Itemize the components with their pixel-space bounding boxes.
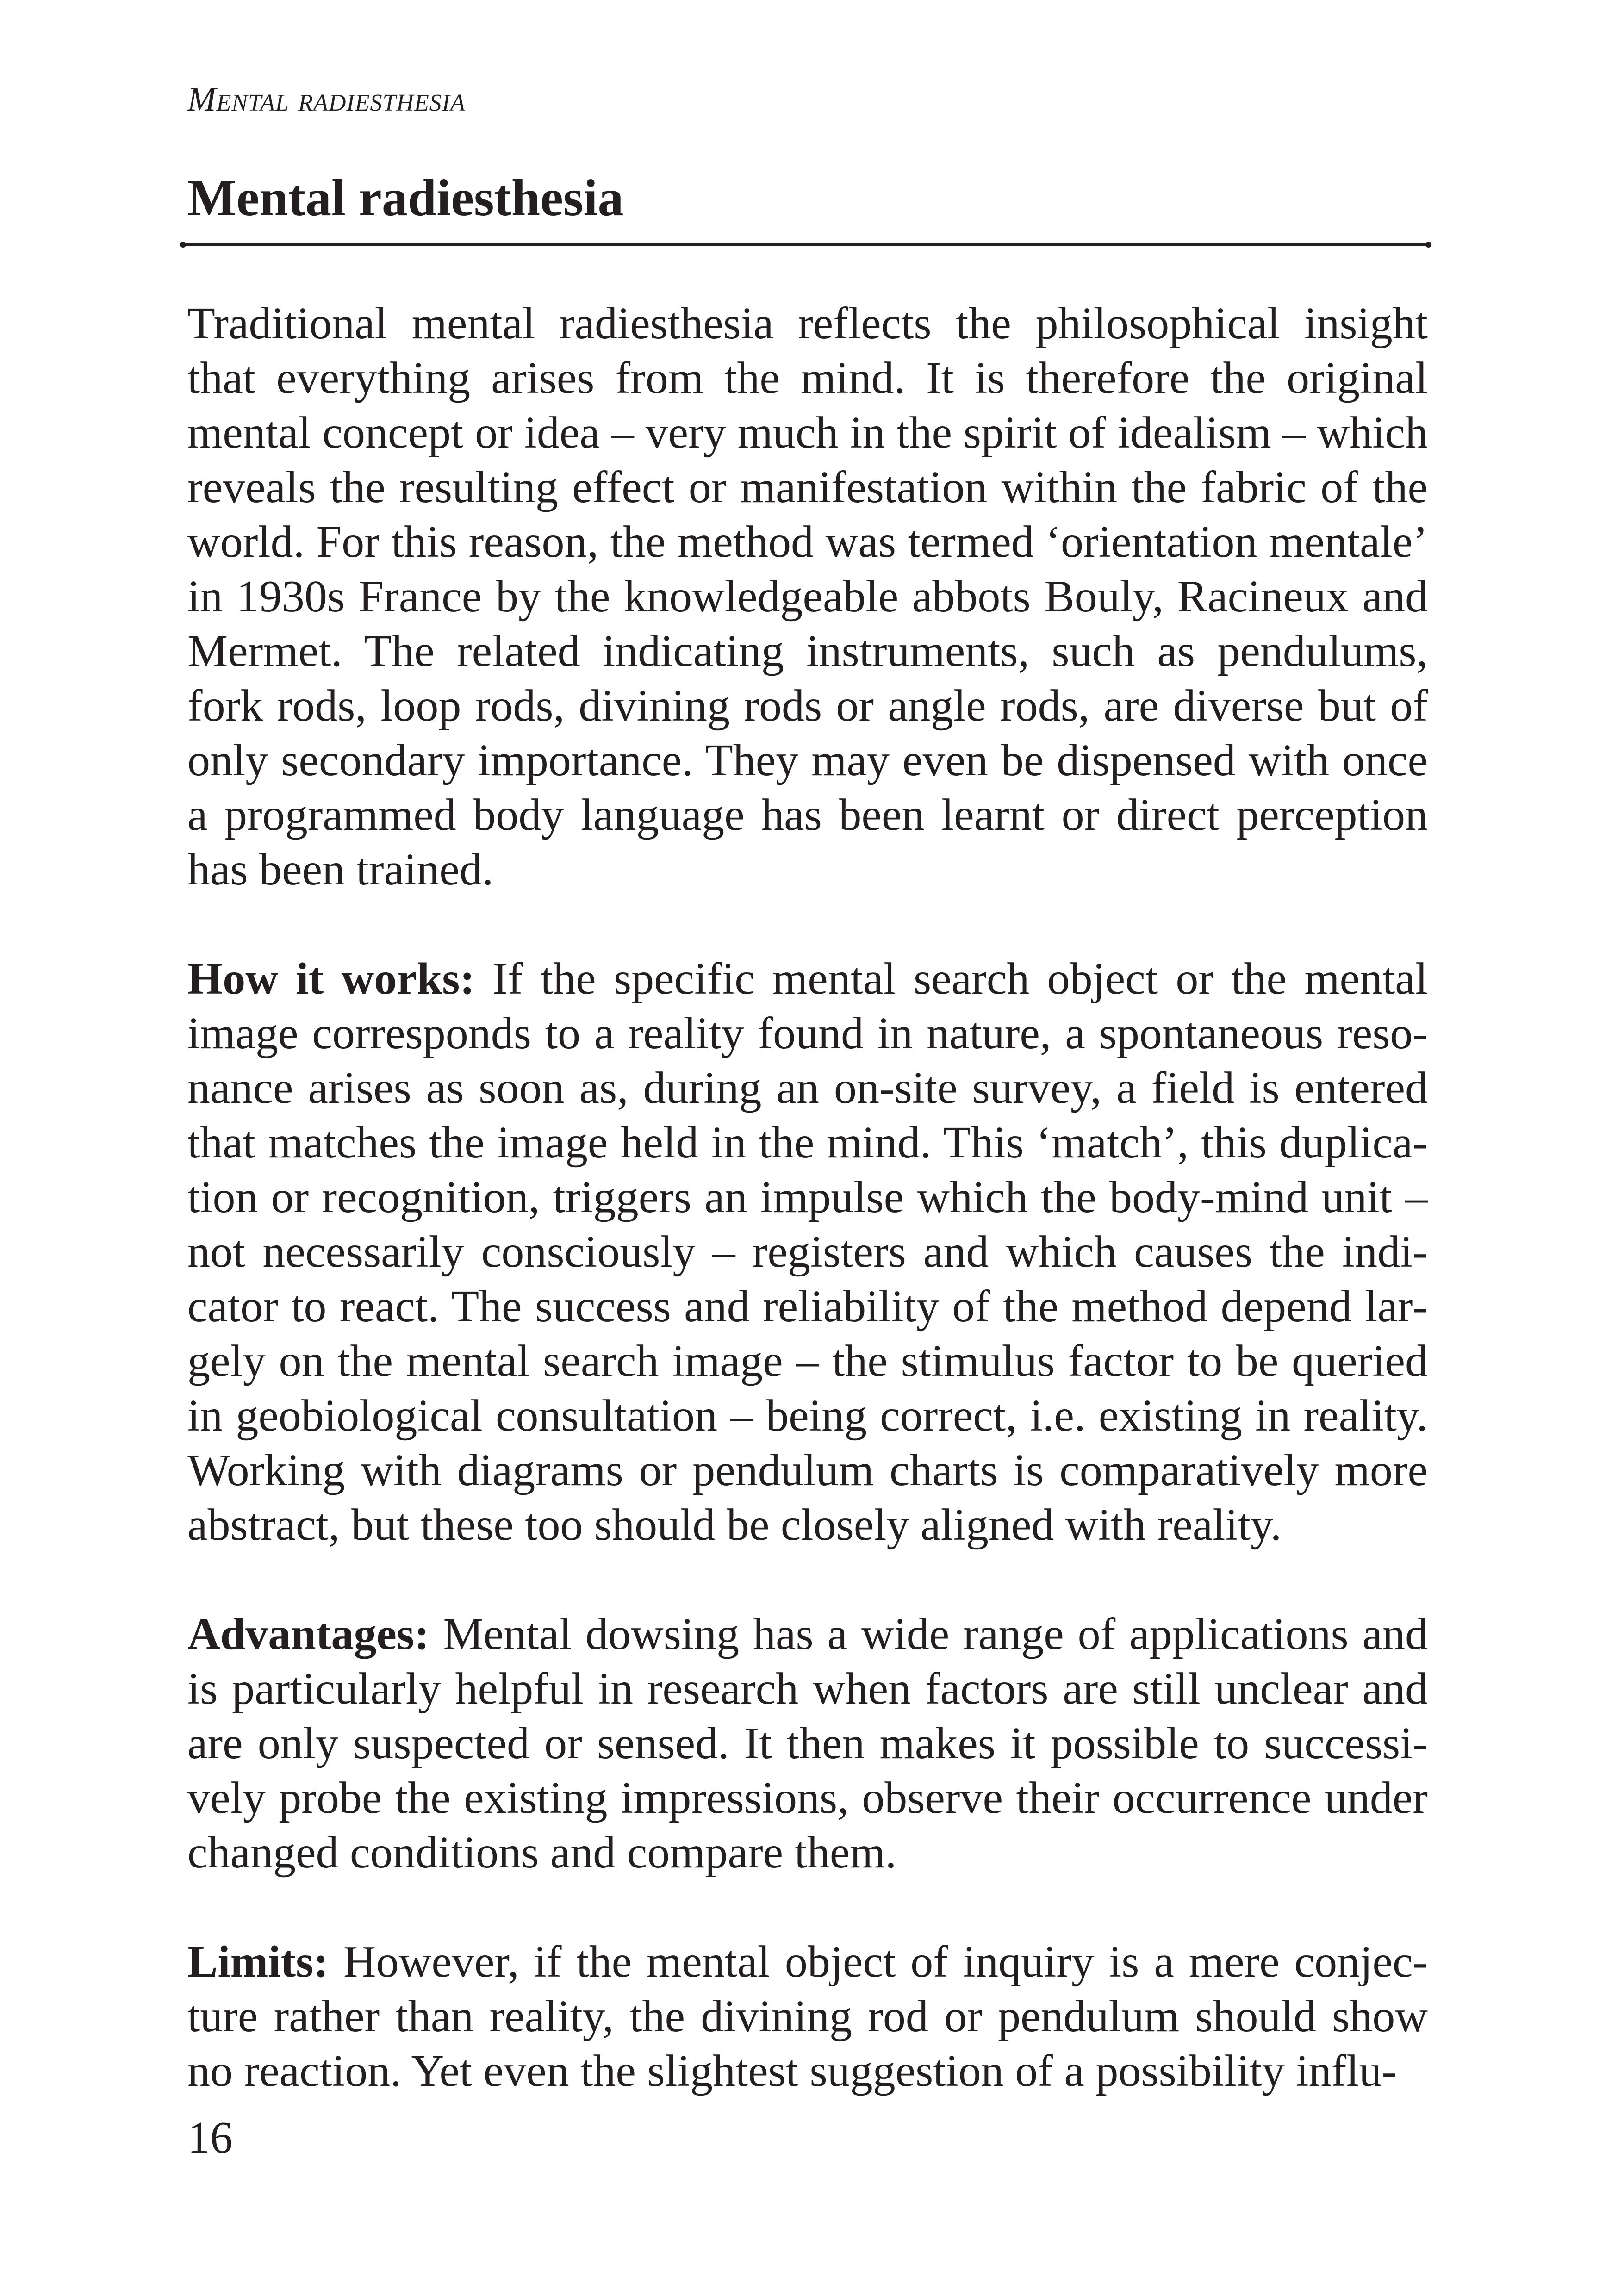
chapter-title: Mental radiesthesia: [187, 169, 624, 227]
advantages-paragraph: [187, 1607, 1428, 1880]
advantages-heading: Advantages:: [187, 1609, 429, 1659]
how-it-works-paragraph: [187, 952, 1428, 1552]
title-rule: [183, 243, 1429, 246]
limits-text: However, if the mental object of inquiry is a mere conjecture rather than reality, the divining rod or pendulum should show no reaction. Yet even the slightest suggestion of a possibility influ-: [187, 1937, 1428, 2096]
intro-paragraph: [187, 296, 1428, 897]
limits-heading: Limits:: [187, 1937, 329, 1987]
how-it-works-text: If the specific mental search object or the mental image corresponds to a reality found in nature, a spontaneous resonance arises as soon as, during an on-site survey, a field is entered that matches the image held in the mind. This ‘match’, this duplication or recognition, triggers an impulse which the body-mind unit – not necessarily consciously – registers and which causes the indicator to react. The success and reliability of the method depend largely on the mental search image – the stimulus factor to be queried in geobiological consultation – being correct, i.e. existing in reality. Working with diagrams or pendulum charts is comparatively more abstract, but these too should be closely aligned with reality.: [187, 954, 1428, 1550]
page-number: 16: [187, 2113, 233, 2163]
running-head: Mental radiesthesia: [187, 81, 466, 118]
limits-paragraph: [187, 1935, 1428, 2098]
intro-paragraph-text: Traditional mental radiesthesia reflects the philosophical insight that everything arises from the mind. It is therefore the original mental concept or idea – very much in the spirit of idealism – which reveals the resulting effect or manifestation within the fabric of the world. For this reason, the method was termed ‘orientation mentale’ in 1930s France by the knowledgeable abbots Bouly, Racineux and Mermet. The related indicating instruments, such as pendulums, fork rods, loop rods, divining rods or angle rods, are diverse but of only secondary importance. They may even be dispensed with once a programmed body language has been learnt or direct perception has been trained.: [187, 299, 1428, 895]
body-text: [187, 296, 1428, 2098]
how-it-works-heading: How it works:: [187, 954, 475, 1004]
advantages-text: Mental dowsing has a wide range of applications and is particularly helpful in research when factors are still unclear and are only suspected or sensed. It then makes it possible to successively probe the existing impressions, observe their occurrence under changed conditions and compare them.: [187, 1609, 1428, 1878]
